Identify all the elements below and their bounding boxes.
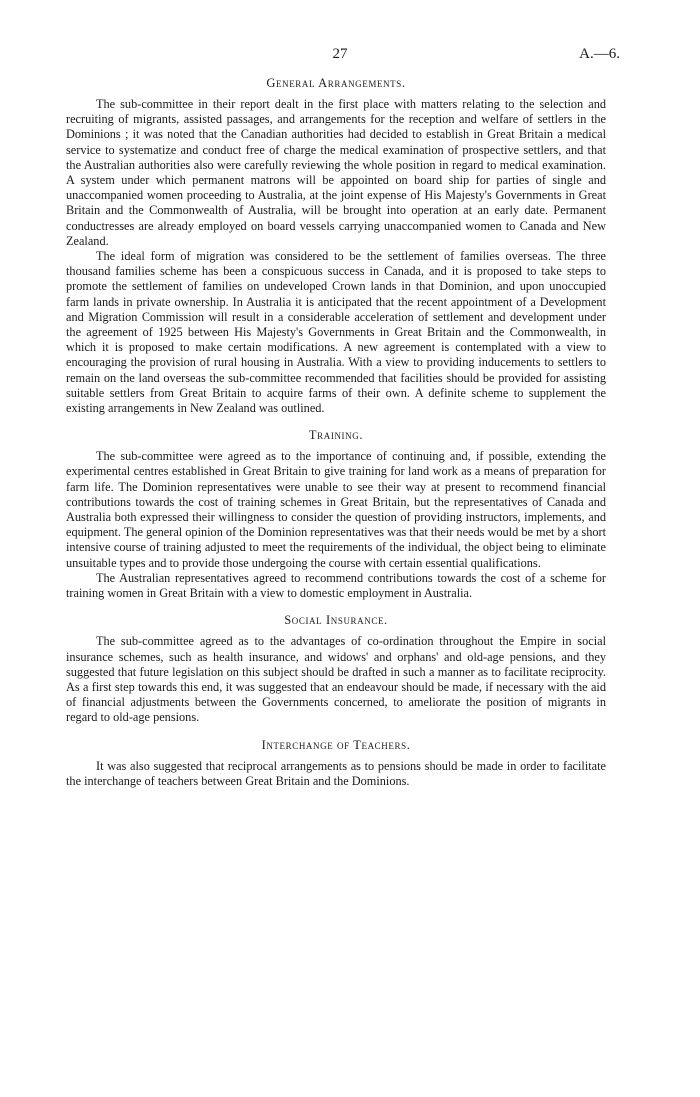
section-general-arrangements — [66, 76, 606, 416]
section-heading: Interchange of Teachers. — [261, 737, 411, 752]
paragraph: The ideal form of migration was considered to be the settlement of families overseas. The three thousand families scheme has been a conspicuous success in Canada, and it is proposed to take steps to promote the settlement of families on undeveloped Crown lands in that Dominion, and upon unoccupied farm lands in private ownership. In Australia it is anticipated that the recent appointment of a Development and Migration Commission will result in a considerable acceleration of settlement and development under the agreement of 1925 between His Majesty's Governments in Great Britain and the Commonwealth, in which it is proposed to make certain modifications. A new agreement is contemplated with a view to encouraging the provision of rural housing in Australia. With a view to providing inducements to settlers to remain on the land overseas the sub-committee recommended that facilities should be provided for assisting suitable settlers from Great Britain to acquire farms of their own. A definite scheme to supplement the existing arrangements in New Zealand was outlined. — [66, 249, 606, 416]
page-number: 27 — [332, 46, 348, 62]
section-heading: General Arrangements. — [266, 76, 406, 90]
document-reference: A.—6. — [579, 46, 620, 62]
paragraph: The sub-committee were agreed as to the importance of continuing and, if possible, extending the experimental centres established in Great Britain to give training for land work as a means of preparation for farm life. The Dominion representatives were unable to see their way at present to recommend financial contributions towards the cost of training schemes in Great Britain, but the representatives of Canada and Australia both expressed their willingness to consider the question of providing instructors, implements, and equipment. The general opinion of the Dominion representatives was that their needs would be met by a short intensive course of training adjusted to meet the requirements of the individual, the object being to eliminate unsuitable types and to provide those undergoing the course with certain essential qualifications. — [66, 449, 607, 570]
page-header — [60, 46, 620, 66]
section-heading: Social Insurance. — [284, 613, 388, 628]
paragraph: The sub-committee in their report dealt in the first place with matters relating to the selection and recruiting of migrants, assisted passages, and arrangements for the reception and welfare of settlers in the Dominions ; it was noted that the Canadian authorities had decided to establish in Great Britain a medical service to systematize and conduct free of charge the medical examination of prospective settlers, and that the Australian authorities also were carefully reviewing the whole position in regard to medical examination. A system under which permanent matrons will be appointed on board ship for parties of single and unaccompanied women proceeding to Australia, at the joint expense of His Majesty's Governments in Great Britain and the Commonwealth of Australia, will be brought into operation at an early date. Permanent conductresses are already employed on board vessels carrying unaccompanied women to Canada and New Zealand. — [66, 97, 606, 248]
paragraph: The sub-committee agreed as to the advantages of co-ordination throughout the Empire in social insurance schemes, such as health insurance, and widows' and orphans' and old-age pensions, and they suggested that future legislation on this subject should be drafted in such a manner as to facilitate reciprocity. As a first step towards this end, it was suggested that an endeavour should be made, if necessary with the aid of financial adjustments between the Governments concerned, to ameliorate the position of migrants in regard to old-age pensions. — [66, 634, 606, 725]
paragraph: The Australian representatives agreed to recommend contributions towards the cost of a scheme for training women in Great Britain with a view to domestic employment in Australia. — [66, 570, 606, 601]
section-training — [66, 428, 606, 601]
paragraph: It was also suggested that reciprocal arrangements as to pensions should be made in order to facilitate the interchange of teachers between Great Britain and the Dominions. — [66, 758, 606, 788]
section-interchange-of-teachers — [66, 738, 606, 789]
section-heading: Training. — [308, 428, 364, 443]
section-social-insurance — [66, 613, 606, 725]
document-body — [66, 72, 606, 789]
